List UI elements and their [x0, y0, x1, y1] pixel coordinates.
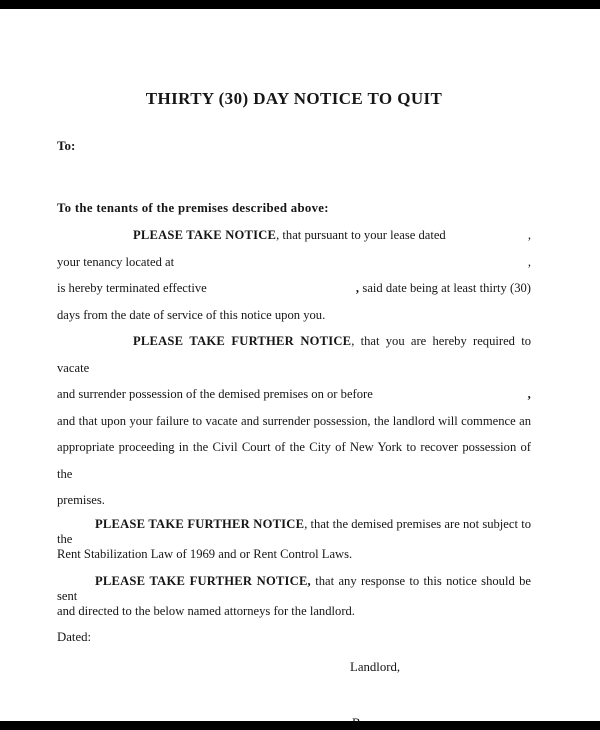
notice2-after-bold: , that you are hereby required to vacate	[57, 334, 531, 375]
notice3-paragraph	[57, 517, 531, 562]
notice1-line3-left: is hereby terminated effective	[57, 281, 207, 295]
landlord-label: Landlord,	[350, 659, 401, 674]
notice2-line2-text: and surrender possession of the demised premises on or before	[57, 387, 373, 401]
notice4-paragraph	[57, 574, 531, 619]
to-label: To:	[57, 138, 76, 153]
top-edge-bar	[0, 0, 600, 9]
notice2-line2	[57, 381, 531, 408]
notice4-after-bold: that any response to this notice should be sent	[57, 573, 531, 603]
notice1-line1-comma: ,	[527, 228, 531, 242]
notice1-line3-comma: ,	[355, 281, 360, 295]
notice1-line2-comma: ,	[527, 254, 531, 269]
notice1-line3-right-text: said date being at least thirty (30)	[362, 281, 531, 295]
notice-body	[57, 222, 531, 514]
notice1-line4: days from the date of service of this notice upon you.	[57, 307, 326, 322]
please-take-further-notice-bold-2: PLEASE TAKE FURTHER NOTICE	[95, 516, 305, 531]
notice1-line1-text	[57, 222, 446, 249]
bottom-edge-bar	[0, 721, 600, 730]
document-title: THIRTY (30) DAY NOTICE TO QUIT	[145, 89, 443, 108]
notice3-line2: Rent Stabilization Law of 1969 and or Rent Control Laws.	[57, 546, 353, 561]
notice2-line2-comma: ,	[527, 387, 531, 401]
notice4-line1	[57, 574, 531, 604]
notice1-line2-text: your tenancy located at	[57, 254, 175, 269]
notice1-line1	[57, 222, 531, 249]
notice2-line5: premises.	[57, 493, 105, 507]
please-take-notice-bold: PLEASE TAKE NOTICE	[133, 228, 277, 242]
please-take-further-notice-bold-1: PLEASE TAKE FURTHER NOTICE	[133, 334, 352, 348]
notice4-line2: and directed to the below named attorneys for the landlord.	[57, 603, 355, 618]
notice2-line1	[57, 328, 531, 381]
notice1-line3-right	[356, 275, 531, 302]
notice1-line3	[57, 275, 531, 302]
notice3-line1	[57, 517, 531, 547]
notice3-after-bold: , that the demised premises are not subject to the	[57, 516, 531, 546]
please-take-further-notice-bold-3: PLEASE TAKE FURTHER NOTICE,	[95, 573, 311, 588]
dated-label: Dated:	[57, 629, 92, 644]
notice1-line2	[57, 249, 531, 276]
notice2-line3: and that upon your failure to vacate and surrender possession, the landlord will commence an	[57, 413, 531, 428]
notice1-after-bold: , that pursuant to your lease dated	[276, 228, 446, 242]
notice2-line4: appropriate proceeding in the Civil Court of the City of New York to recover possession of the	[57, 440, 531, 481]
tenants-heading: To the tenants of the premises described above:	[57, 201, 329, 215]
